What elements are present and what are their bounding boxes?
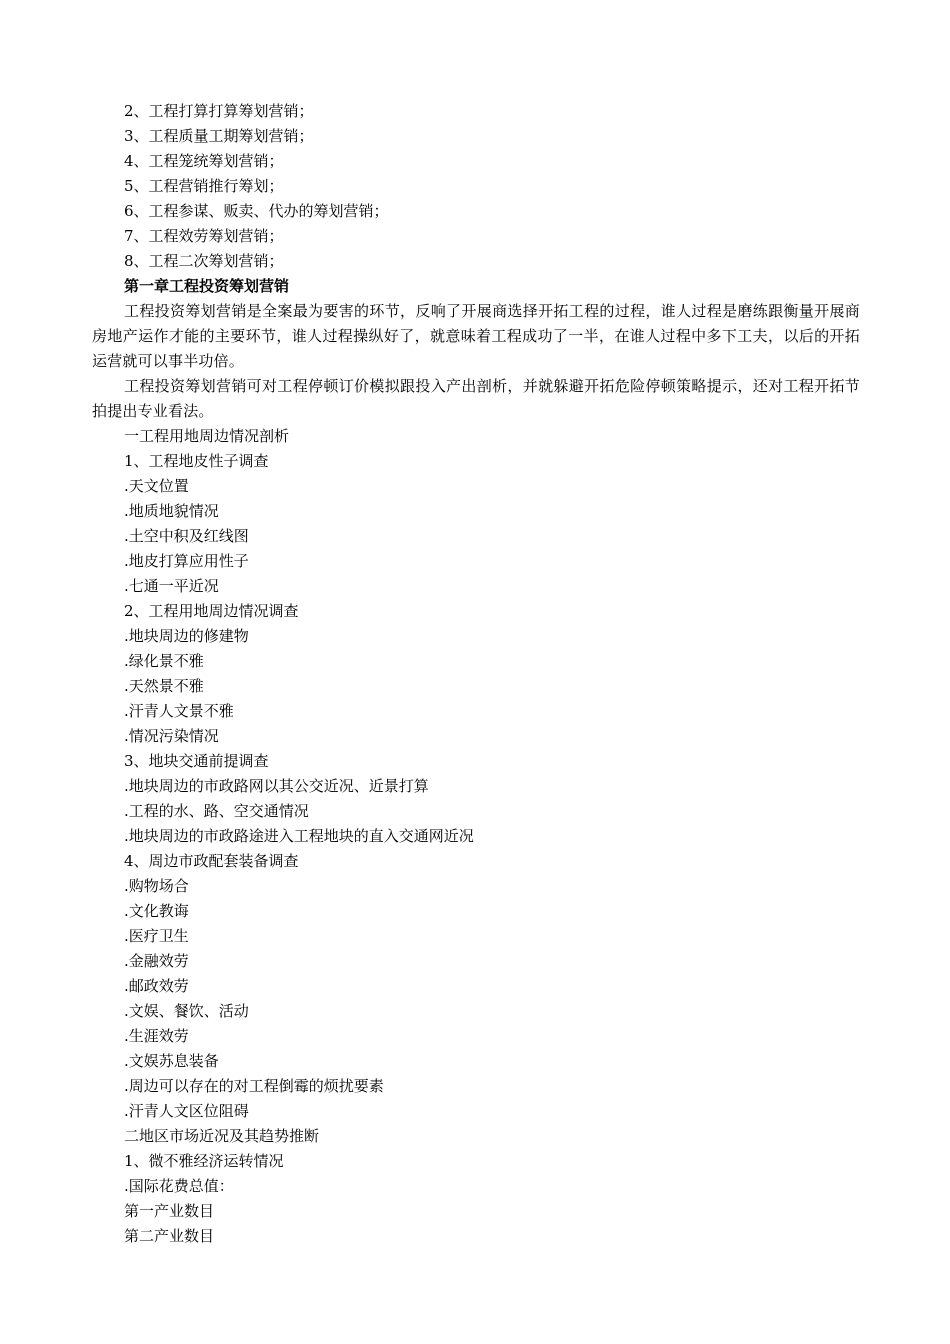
body-paragraph: 工程投资筹划营销可对工程停顿订价模拟跟投入产出剖析，并就躲避开拓危险停顿策略提示，还对工程开拓节拍提出专业看法。: [92, 377, 860, 420]
text-line: 一工程用地周边情况剖析: [124, 427, 290, 445]
text-line: .工程的水、路、空交通情况: [124, 802, 309, 820]
document-body: [92, 99, 860, 1249]
text-line: .汗青人文景不雅: [124, 702, 234, 720]
text-line: 4、工程笼统筹划营销；: [124, 152, 284, 170]
text-line: .金融效劳: [124, 952, 189, 970]
text-line: .情况污染情况: [124, 727, 219, 745]
text-line: .医疗卫生: [124, 927, 189, 945]
text-line: .绿化景不雅: [124, 652, 204, 670]
strategy-list: [92, 99, 860, 274]
text-line: .周边可以存在的对工程倒霉的烦扰要素: [124, 1077, 384, 1095]
text-line: .购物场合: [124, 877, 189, 895]
text-line: .地块周边的市政路网以其公交近况、近景打算: [124, 777, 429, 795]
text-line: 二地区市场近况及其趋势推断: [124, 1127, 320, 1145]
text-line: 第二产业数目: [124, 1227, 215, 1245]
text-line: 3、工程质量工期筹划营销；: [124, 127, 314, 145]
text-line: .文娱、餐饮、活动: [124, 1002, 249, 1020]
text-line: .土空中积及红线图: [124, 527, 249, 545]
text-line: .七通一平近况: [124, 577, 219, 595]
text-line: 7、工程效劳筹划营销；: [124, 227, 284, 245]
text-line: .地块周边的修建物: [124, 627, 249, 645]
outline-list: [92, 424, 860, 1249]
text-line: 第一产业数目: [124, 1202, 215, 1220]
text-line: .天然景不雅: [124, 677, 204, 695]
text-line: .国际花费总值：: [124, 1177, 234, 1195]
text-line: 6、工程参谋、贩卖、代办的筹划营销；: [124, 202, 389, 220]
text-line: .生涯效劳: [124, 1027, 189, 1045]
text-line: .地皮打算应用性子: [124, 552, 249, 570]
text-line: 4、周边市政配套装备调查: [124, 852, 299, 870]
text-line: .地质地貌情况: [124, 502, 219, 520]
text-line: 1、工程地皮性子调查: [124, 452, 269, 470]
text-line: .文化教诲: [124, 902, 189, 920]
text-line: 3、地块交通前提调查: [124, 752, 269, 770]
text-line: 5、工程营销推行筹划；: [124, 177, 284, 195]
text-line: .汗青人文区位阻碍: [124, 1102, 249, 1120]
text-line: .天文位置: [124, 477, 189, 495]
text-line: 2、工程用地周边情况调查: [124, 602, 299, 620]
text-line: 8、工程二次筹划营销；: [124, 252, 284, 270]
chapter-heading: 第一章工程投资筹划营销: [124, 277, 290, 295]
text-line: .地块周边的市政路途进入工程地块的直入交通网近况: [124, 827, 474, 845]
text-line: .文娱苏息装备: [124, 1052, 219, 1070]
text-line: 2、工程打算打算筹划营销；: [124, 102, 314, 120]
text-line: .邮政效劳: [124, 977, 189, 995]
text-line: 1、微不雅经济运转情况: [124, 1152, 284, 1170]
body-paragraph: 工程投资筹划营销是全案最为要害的环节，反响了开展商选择开拓工程的过程，谁人过程是磨练跟衡量开展商房地产运作才能的主要环节，谁人过程操纵好了，就意味着工程成功了一半，在谁人过程中多下工夫，以后的开拓运营就可以事半功倍。: [92, 302, 860, 370]
